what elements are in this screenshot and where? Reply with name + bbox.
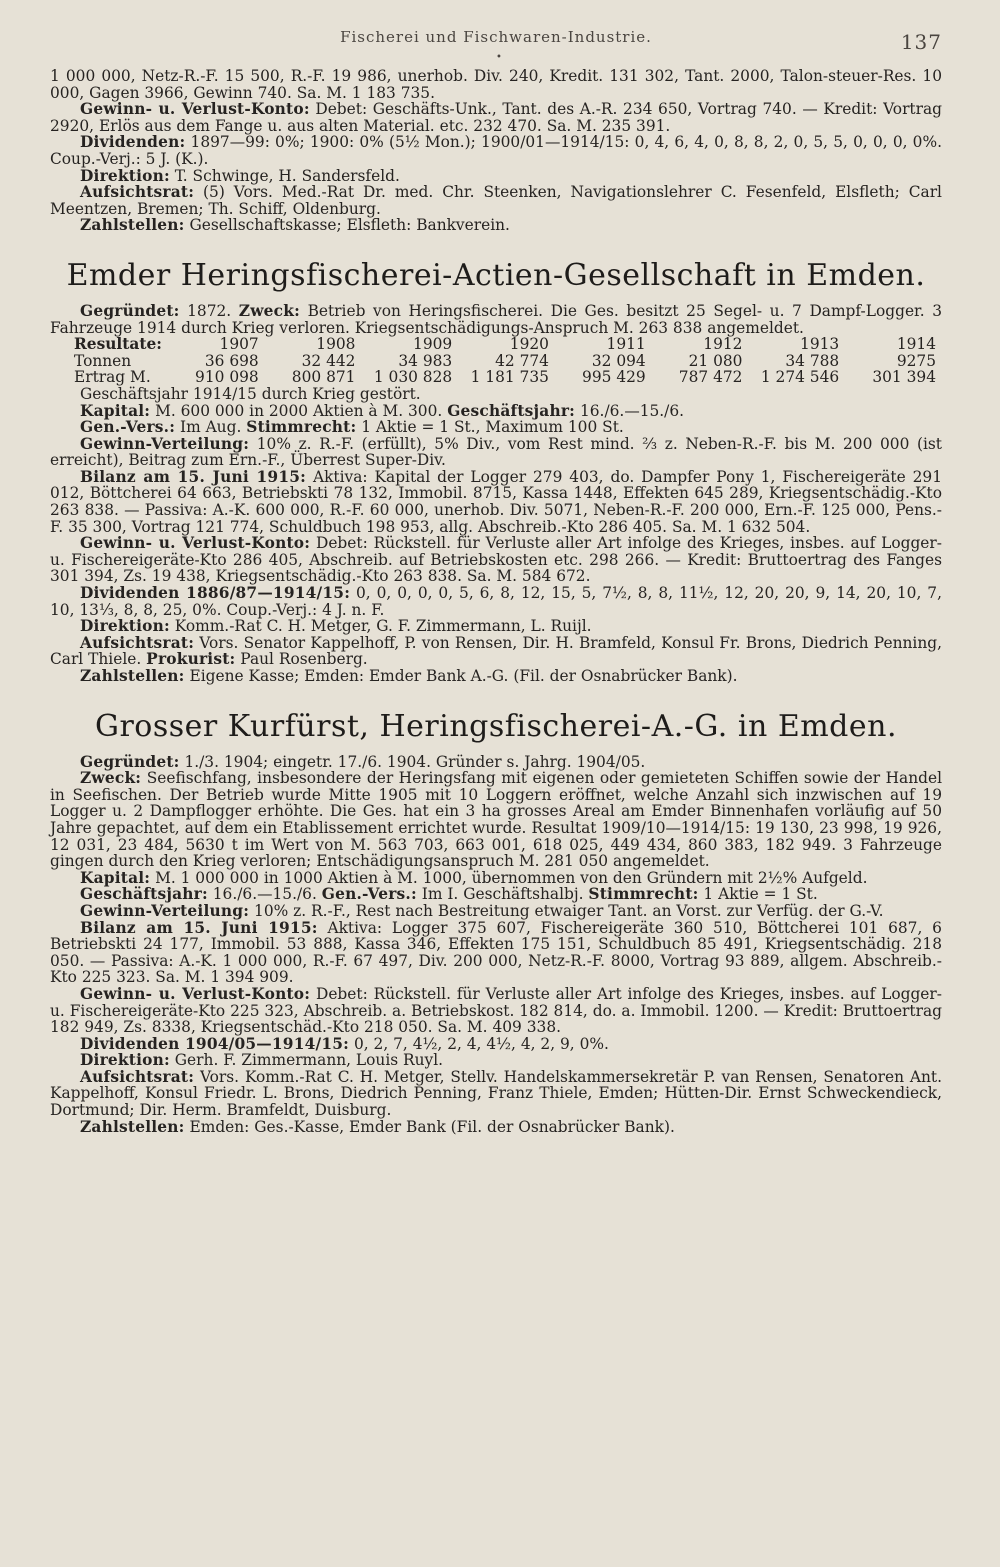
- balance-continuation: 1 000 000, Netz-R.-F. 15 500, R.-F. 19 986, unerhob. Div. 240, Kredit. 131 302, Tant. 2000, Talon-steuer-Res. 10 000, Gagen 3966, Gewinn 740. Sa. M. 1 183 735.: [50, 67, 942, 102]
- company-entry-emder: Emder Heringsfischerei-Actien-Gesellschaft in Emden. Gegründet: 1872. Zweck: Betrieb von Heringsfischerei. Die Ges. besitzt 25 Segel- u. 7 Dampf-Logger. 3 Fahrzeuge 1914 durch Krieg verloren. Kriegsentschädigungs-Anspruch M. 263 838 angemeldet. Resultate: 1907 1908 1909 1920 1911 1912 1913 1914 Tonnen 36 698 32 442 34 983 42 774 32 094 21 080 34 788 9275 Ertrag M. 910 098 800 871 1 030 828 1 181 735 995 429 787 472 1 274 546 301 394 Geschäftsjahr 1914/15 durch Krieg gestört. Kapital: M. 600 000 in 2000 Aktien à M. 300. Geschäftsjahr: 16./6.—15./6. Gen.-Vers.: Im Aug. Stimmrecht: 1 Aktie = 1 St., Maximum 100 St. Gewinn-Verteilung: 10% z. R.-F. (erfüllt), 5% Div., vom Rest mind. ⅔ z. Neben-R.-F. bis M. 200 000 (ist erreicht), Beitrag zum Ern.-F., Überrest Super-Div. Bilanz am 15. Juni 1915: Aktiva: Kapital der Logger 279 403, do. Dampfer Pony 1, Fischereigeräte 291 012, Böttcherei 64 663, Betriebskti 78 132, Immobil. 8715, Kassa 1448, Effekten 645 289, Kriegsentschädig.-Kto 263 838. — Passiva: A.-K. 600 000, R.-F. 60 000, unerhob. Div. 5071, Neben-R.-F. 200 000, Ern.-F. 125 000, Pens.-F. 35 300, Vortrag 121 774, Schuldbuch 198 953, allg. Abschreib.-Kto 286 405. Sa. M. 1 632 504. Gewinn- u. Verlust-Konto: Debet: Rückstell. für Verluste aller Art infolge des Krieges, insbes. auf Logger- u. Fischereigeräte-Kto 286 405, Abschreib. auf Betriebskosten etc. 298 266. — Kredit: Bruttoertrag des Fanges 301 394, Zs. 19 438, Kriegsentschädig.-Kto 263 838. Sa. M. 584 672. Dividenden 1886/87—1914/15: 0, 0, 0, 0, 0, 5, 6, 8, 12, 15, 5, 7½, 8, 8, 11½, 12, 20, 20, 9, 14, 20, 10, 7, 10, 13⅓, 8, 8, 25, 0%. Coup.-Verj.: 4 J. n. F. Direktion: Komm.-Rat C. H. Metger, G. F. Zimmermann, L. Ruijl. Aufsichtsrat: Vors. Senator Kappelhoff, P. von Rensen, Dir. H. Bramfeld, Konsul Fr. Brons, Diedrich Penning, Carl Thiele. Prokurist: Paul Rosenberg. Zahlstellen: Eigene Kasse; Emden: Emder Bank A.-G. (Fil. der Osnabrücker Bank).: [50, 257, 942, 685]
- results-ertrag-row: Ertrag M. 910 098 800 871 1 030 828 1 181 735 995 429 787 472 1 274 546 301 394: [74, 368, 936, 387]
- label: Gewinn- u. Verlust-Konto:: [80, 100, 310, 119]
- company-title: Emder Heringsfischerei-Actien-Gesellschaft in Emden.: [66, 257, 926, 293]
- results-tonnen-row: Tonnen 36 698 32 442 34 983 42 774 32 094 21 080 34 788 9275: [74, 351, 936, 370]
- results-table: [74, 336, 942, 386]
- header-title: Fischerei und Fischwaren-Industrie.: [340, 28, 652, 46]
- previous-company-continuation: 1 000 000, Netz-R.-F. 15 500, R.-F. 19 986, unerhob. Div. 240, Kredit. 131 302, Tant. 2000, Talon-steuer-Res. 10 000, Gagen 3966, Gewinn 740. Sa. M. 1 183 735. Gewinn- u. Verlust-Konto: Debet: Geschäfts-Unk., Tant. des A.-R. 234 650, Vortrag 740. — Kredit: Vortrag 2920, Erlös aus dem Fange u. aus alten Material. etc. 232 470. Sa. M. 235 391. Dividenden: 1897—99: 0%; 1900: 0% (5½ Mon.); 1900/01—1914/15: 0, 4, 6, 4, 0, 8, 8, 2, 0, 5, 5, 0, 0, 0, 0%. Coup.-Verj.: 5 J. (K.). Direktion: T. Schwinge, H. Sandersfeld. Aufsichtsrat: (5) Vors. Med.-Rat Dr. med. Chr. Steenken, Navigationslehrer C. Fesenfeld, Elsfleth; Carl Meentzen, Bremen; Th. Schiff, Oldenburg. Zahlstellen: Gesellschaftskasse; Elsfleth: Bankverein.: [50, 67, 942, 235]
- company-entry-grosser-kurfuerst: Grosser Kurfürst, Heringsfischerei-A.-G. in Emden. Gegründet: 1./3. 1904; eingetr. 17./6. 1904. Gründer s. Jahrg. 1904/05. Zweck: Seefischfang, insbesondere der Heringsfang mit eigenen oder gemieteten Schiffen sowie der Handel in Seefischen. Der Betrieb wurde Mitte 1905 mit 10 Loggern eröffnet, welche Anzahl sich inzwischen auf 19 Logger u. 2 Dampflogger erhöhte. Die Ges. hat ein 3 ha grosses Areal am Emder Binnenhafen vorläufig auf 50 Jahre gepachtet, auf dem ein Etablissement errichtet wurde. Resultat 1909/10—1914/15: 19 130, 23 998, 19 926, 12 031, 23 484, 5630 t im Wert von M. 563 703, 663 001, 618 025, 449 434, 860 383, 182 949. 3 Fahrzeuge gingen durch den Krieg verloren; Entschädigungsanspruch M. 281 050 angemeldet. Kapital: M. 1 000 000 in 1000 Aktien à M. 1000, übernommen von den Gründern mit 2½% Aufgeld. Geschäftsjahr: 16./6.—15./6. Gen.-Vers.: Im I. Geschäftshalbj. Stimmrecht: 1 Aktie = 1 St. Gewinn-Verteilung: 10% z. R.-F., Rest nach Bestreitung etwaiger Tant. an Vorst. zur Verfüg. der G.-V. Bilanz am 15. Juni 1915: Aktiva: Logger 375 607, Fischereigeräte 360 510, Böttcherei 101 687, 6 Betriebskti 24 177, Immobil. 53 888, Kassa 346, Effekten 175 151, Schuldbuch 85 491, Kriegsentschädig. 218 050. — Passiva: A.-K. 1 000 000, R.-F. 67 497, Div. 200 000, Netz-R.-F. 8000, Vortrag 93 889, allgem. Abschreib.-Kto 225 323. Sa. M. 1 394 909. Gewinn- u. Verlust-Konto: Debet: Rückstell. für Verluste aller Art infolge des Krieges, insbes. auf Logger- u. Fischereigeräte-Kto 225 323, Abschreib. a. Betriebskost. 182 814, do. a. Immobil. 1200. — Kredit: Bruttoertrag 182 949, Zs. 8338, Kriegsentschäd.-Kto 218 050. Sa. M. 409 338. Dividenden 1904/05—1914/15: 0, 2, 7, 4½, 2, 4, 4½, 4, 2, 9, 0%. Direktion: Gerh. F. Zimmermann, Louis Ruyl. Aufsichtsrat: Vors. Komm.-Rat C. H. Metger, Stellv. Handelskammersekretär P. van Rensen, Senatoren Ant. Kappelhoff, Konsul Friedr. L. Brons, Diedrich Penning, Franz Thiele, Emden; Hütten-Dir. Ernst Schweckendieck, Dortmund; Dir. Herm. Bramfeldt, Duisburg. Zahlstellen: Emden: Ges.-Kasse, Emder Bank (Fil. der Osnabrücker Bank).: [50, 708, 942, 1136]
- label: Aufsichtsrat:: [80, 183, 195, 202]
- results-years-row: Resultate: 1907 1908 1909 1920 1911 1912 1913 1914: [74, 335, 936, 354]
- company-title: Grosser Kurfürst, Heringsfischerei-A.-G. in Emden.: [95, 708, 897, 744]
- label: Dividenden:: [80, 133, 186, 152]
- running-header: Fischerei und Fischwaren-Industrie. • 137: [340, 28, 942, 63]
- page-number: 137: [900, 30, 942, 54]
- label: Direktion:: [80, 166, 170, 185]
- label: Zahlstellen:: [80, 216, 185, 235]
